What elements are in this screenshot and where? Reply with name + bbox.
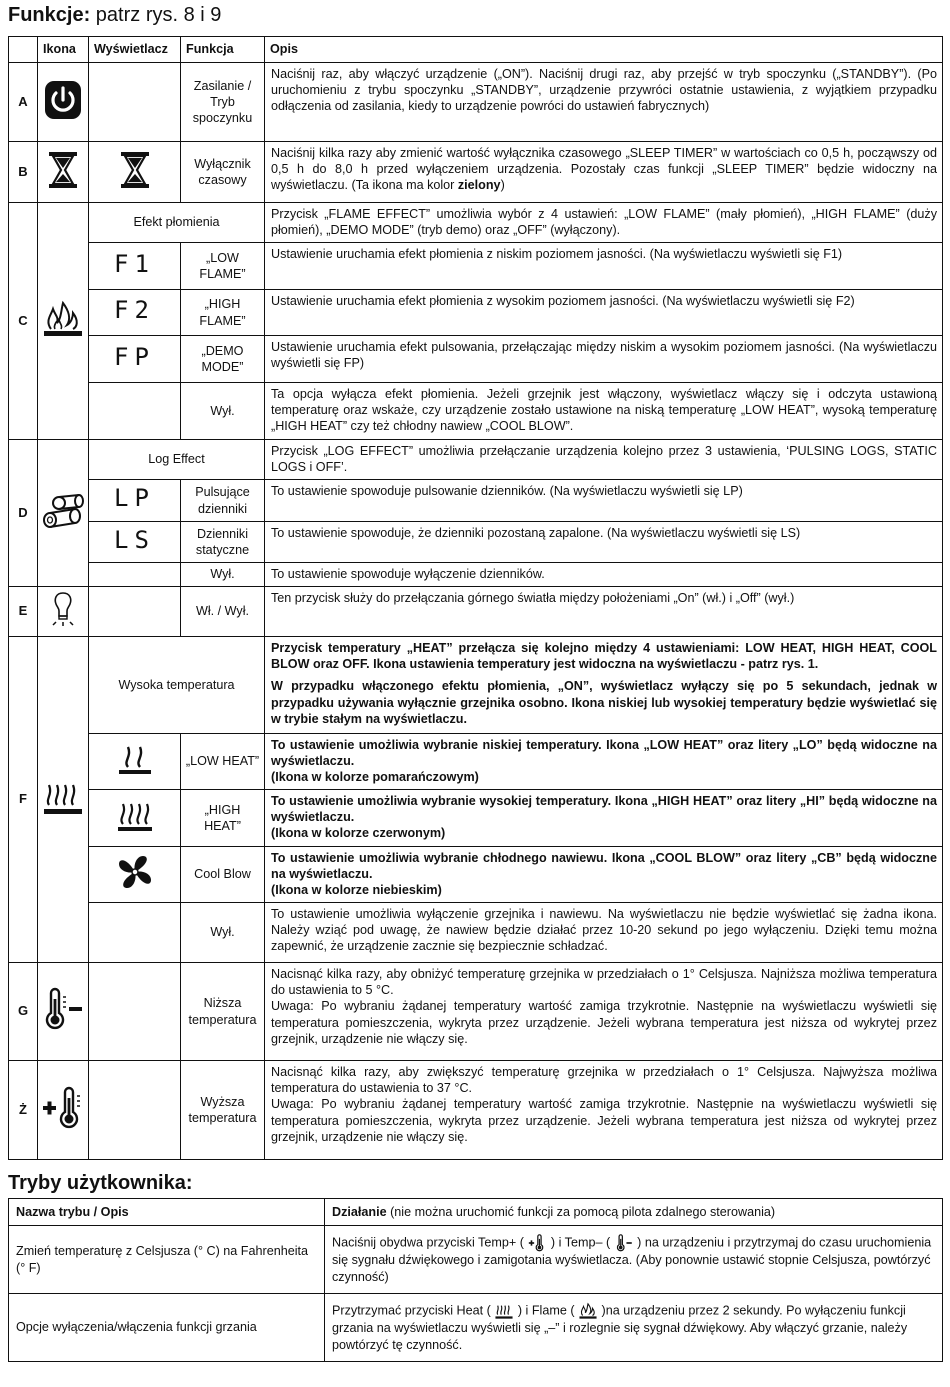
mode-name: Zmień temperaturę z Celsjusza (° C) na Fahrenheita (° F) bbox=[9, 1226, 325, 1294]
description: Przycisk temperatury „HEAT” przełącza się kolejno między 4 ustawieniami: LOW HEAT, HIGH HEAT, COOL BLOW oraz OFF. Ikona ustawienia temperatury jest widoczna na wyświetlaczu - patrz rys. 1. W przypadku włączonego efektu płomienia, „ON”, wyświetlacz wyłączy się po 5 sekundach, jednak w przypadku używania wyłącznie grzejnika osobno. Ikona niskiej lub wysokiej temperatury będzie wyświetlać się w trybie stałym na wyświetlaczu. bbox=[265, 637, 943, 734]
description: Nacisnąć kilka razy, aby zwiększyć temperaturę grzejnika w przedziałach o 1° Celsjusza. Najwyższa możliwa temperatura do ustawienia to 37 °C. Uwaga: Po wybraniu żądanej temperatury wartość zamiga trzykrotnie. Następnie na wyświetlaczu wyświetli się temperatura pomieszczenia, wykryta przez urządzenie. Jeżeli wybrana temperatura jest niższa od wykrytej przez grzejnik, urządzenie nie włączy się. bbox=[265, 1061, 943, 1160]
power-icon bbox=[38, 63, 89, 142]
description: Ta opcja wyłącza efekt płomienia. Jeżeli grzejnik jest włączony, wyświetlacz włączy się i odczyta ustawioną temperaturę oraz wskaże, czy urządzenie zostało ustawione na niską temperaturę „LOW HEAT”, wysoką temperaturę „HIGH HEAT” czy też chłodny nawiew „COOL BLOW”. bbox=[265, 383, 943, 440]
display-value: FP bbox=[89, 336, 181, 383]
function-label: Zasilanie / Tryb spoczynku bbox=[181, 63, 265, 142]
heater-icon bbox=[38, 637, 89, 963]
table-row bbox=[9, 383, 943, 440]
thermometer-plus-icon bbox=[527, 1234, 547, 1252]
function-label: Wł. / Wył. bbox=[181, 587, 265, 637]
description: Ustawienie uruchamia efekt pulsowania, przełączając między niskim a wysokim poziomem jasności. (Na wyświetlaczu wyświetli się FP) bbox=[265, 336, 943, 383]
display-value bbox=[89, 563, 181, 587]
function-label: „HIGH FLAME” bbox=[181, 290, 265, 336]
function-label: Wysoka temperatura bbox=[89, 637, 265, 734]
function-label: Wyższa temperatura bbox=[181, 1061, 265, 1160]
row-letter: G bbox=[9, 963, 38, 1061]
mode-action: Przytrzymać przyciski Heat ( ) i Flame ( )na urządzeniu przez 2 sekundy. Po wyłączeniu funkcji grzania na wyświetlaczu wyświetli się „–” i rozlegnie się sygnał dźwiękowy. Aby włączyć grzanie, należy powtórzyć tę czynność. bbox=[325, 1294, 943, 1362]
display-empty bbox=[89, 963, 181, 1061]
flame-icon bbox=[38, 203, 89, 440]
table-row bbox=[9, 142, 943, 203]
description: Nacisnąć kilka razy, aby obniżyć temperaturę grzejnika w przedziałach o 1° Celsjusza. Najniższa możliwa temperatura do ustawienia to 5 °C. Uwaga: Po wybraniu żądanej temperatury wartość zamiga trzykrotnie. Następnie na wyświetlaczu wyświetli się temperatura pomieszczenia, wykryta przez urządzenie. Jeżeli wybrana temperatura jest niższa od wykrytej przez grzejnik, urządzenie nie włączy się. bbox=[265, 963, 943, 1061]
description: To ustawienie spowoduje, że dzienniki pozostaną zapalone. (Na wyświetlaczu wyświetli się LS) bbox=[265, 522, 943, 563]
row-letter: C bbox=[9, 203, 38, 440]
table-header-row bbox=[9, 1199, 943, 1226]
function-label: „DEMO MODE” bbox=[181, 336, 265, 383]
table-row bbox=[9, 1226, 943, 1294]
display-value: LS bbox=[89, 522, 181, 563]
display-value bbox=[89, 383, 181, 440]
table-header-row bbox=[9, 37, 943, 63]
modes-title: Tryby użytkownika: bbox=[8, 1172, 193, 1194]
table-row bbox=[9, 1294, 943, 1362]
table-row bbox=[9, 637, 943, 734]
function-label: Wył. bbox=[181, 383, 265, 440]
table-row bbox=[9, 1061, 943, 1160]
light-bulb-icon bbox=[38, 587, 89, 637]
col-description: Opis bbox=[265, 37, 943, 63]
thermometer-minus-icon bbox=[614, 1234, 634, 1252]
functions-table bbox=[8, 36, 943, 1160]
function-label: Wyłącznik czasowy bbox=[181, 142, 265, 203]
table-row bbox=[9, 963, 943, 1061]
function-label: Efekt płomienia bbox=[89, 203, 265, 243]
display-empty bbox=[89, 63, 181, 142]
display-value: F2 bbox=[89, 290, 181, 336]
col-function: Funkcja bbox=[181, 37, 265, 63]
col-action: Działanie (nie można uruchomić funkcji za pomocą pilota zdalnego sterowania) bbox=[325, 1199, 943, 1226]
thermometer-plus-icon bbox=[38, 1061, 89, 1160]
function-label: Dzienniki statyczne bbox=[181, 522, 265, 563]
description: Przycisk „LOG EFFECT” umożliwia przełączanie urządzenia kolejno przez 3 ustawienia, ‘PULSING LOGS, STATIC LOGS i OFF’. bbox=[265, 440, 943, 480]
description: Naciśnij raz, aby włączyć urządzenie („ON”). Naciśnij drugi raz, aby przejść w tryb spoczynku („STANDBY”). (Po uruchomieniu z trybu spoczynku „STANDBY”, urządzenie przywróci ostatnie ustawienia, z wyjątkiem przypadku odłączenia od zasilania, kiedy to urządzenie powróci do ustawień fabrycznych) bbox=[265, 63, 943, 142]
mode-name: Opcje wyłączenia/włączenia funkcji grzania bbox=[9, 1294, 325, 1362]
row-letter: A bbox=[9, 63, 38, 142]
table-row bbox=[9, 440, 943, 480]
description: Ustawienie uruchamia efekt płomienia z wysokim poziomem jasności. (Na wyświetlaczu wyświetli się F2) bbox=[265, 290, 943, 336]
function-label: „LOW HEAT” bbox=[181, 734, 265, 790]
description: Ten przycisk służy do przełączania górnego światła między położeniami „On” (wł.) i „Off” (wył.) bbox=[265, 587, 943, 637]
col-letter bbox=[9, 37, 38, 63]
display-empty bbox=[89, 587, 181, 637]
low-heat-icon bbox=[89, 734, 181, 790]
function-label: Log Effect bbox=[89, 440, 265, 480]
description: Ustawienie uruchamia efekt płomienia z niskim poziomem jasności. (Na wyświetlaczu wyświetli się F1) bbox=[265, 243, 943, 290]
table-row bbox=[9, 587, 943, 637]
col-icon: Ikona bbox=[38, 37, 89, 63]
hourglass-icon bbox=[38, 142, 89, 203]
table-row bbox=[9, 734, 943, 790]
table-row bbox=[9, 522, 943, 563]
hourglass-display-icon bbox=[89, 142, 181, 203]
description: To ustawienie spowoduje wyłączenie dzienników. bbox=[265, 563, 943, 587]
function-label: „LOW FLAME” bbox=[181, 243, 265, 290]
row-letter: Ż bbox=[9, 1061, 38, 1160]
display-value: LP bbox=[89, 480, 181, 522]
display-empty bbox=[89, 903, 181, 963]
row-letter: B bbox=[9, 142, 38, 203]
description: To ustawienie umożliwia wybranie wysokiej temperatury. Ikona „HIGH HEAT” oraz litery „HI” będą widoczne na wyświetlaczu. (Ikona w kolorze czerwonym) bbox=[265, 790, 943, 847]
function-label: Pulsujące dzienniki bbox=[181, 480, 265, 522]
function-label: Wył. bbox=[181, 903, 265, 963]
display-value: F1 bbox=[89, 243, 181, 290]
description: To ustawienie spowoduje pulsowanie dzienników. (Na wyświetlaczu wyświetli się LP) bbox=[265, 480, 943, 522]
description: Naciśnij kilka razy aby zmienić wartość wyłącznika czasowego „SLEEP TIMER” w wartościach co 0,5 h, począwszy od 0,5 h do 8,0 h przed wyłączeniem urządzenia. Pozostały czas funkcji „SLEEP TIMER” będzie widoczny na wyświetlaczu. (Ta ikona ma kolor zielony) bbox=[265, 142, 943, 203]
function-label: Wył. bbox=[181, 563, 265, 587]
description: To ustawienie umożliwia wybranie niskiej temperatury. Ikona „LOW HEAT” oraz litery „LO” będą widoczne na wyświetlaczu. (Ikona w kolorze pomarańczowym) bbox=[265, 734, 943, 790]
col-mode-name: Nazwa trybu / Opis bbox=[9, 1199, 325, 1226]
function-label: Niższa temperatura bbox=[181, 963, 265, 1061]
row-letter: D bbox=[9, 440, 38, 587]
mode-action: Naciśnij obydwa przyciski Temp+ ( ) i Temp– ( ) na urządzeniu i przytrzymaj do czasu uruchomienia się sygnału dźwiękowego i zamigotania wyświetlacza. (Aby ponownie ustawić stopnie Celsjusza, powtórzyć czynność) bbox=[325, 1226, 943, 1294]
table-row bbox=[9, 243, 943, 290]
row-letter: E bbox=[9, 587, 38, 637]
function-label: Cool Blow bbox=[181, 847, 265, 903]
table-row bbox=[9, 847, 943, 903]
table-row bbox=[9, 336, 943, 383]
fan-icon bbox=[89, 847, 181, 903]
table-row bbox=[9, 563, 943, 587]
table-row bbox=[9, 63, 943, 142]
page-title: Funkcje: patrz rys. 8 i 9 bbox=[8, 4, 222, 26]
table-row bbox=[9, 203, 943, 243]
table-row bbox=[9, 290, 943, 336]
function-label: „HIGH HEAT” bbox=[181, 790, 265, 847]
flame-icon bbox=[578, 1302, 598, 1320]
user-modes-table bbox=[8, 1198, 943, 1362]
description: To ustawienie umożliwia wybranie chłodnego nawiewu. Ikona „COOL BLOW” oraz litery „CB” będą widoczne na wyświetlaczu. (Ikona w kolorze niebieskim) bbox=[265, 847, 943, 903]
row-letter: F bbox=[9, 637, 38, 963]
table-row bbox=[9, 903, 943, 963]
high-heat-icon bbox=[89, 790, 181, 847]
col-display: Wyświetlacz bbox=[89, 37, 181, 63]
description: Przycisk „FLAME EFFECT” umożliwia wybór z 4 ustawień: „LOW FLAME” (mały płomień), „HIGH FLAME” (duży płomień), „DEMO MODE” (tryb demo) oraz „OFF” (wyłączony). bbox=[265, 203, 943, 243]
table-row bbox=[9, 480, 943, 522]
description: To ustawienie umożliwia wyłączenie grzejnika i nawiewu. Na wyświetlaczu nie będzie wyświetlać się żadna ikona. Należy wziąć pod uwagę, że nawiew będzie działać przez 10-20 sekund po jego wyłączeniu. Dzięki temu można zapewnić, że urządzenie zacznie się bezpiecznie schładzać. bbox=[265, 903, 943, 963]
heater-icon bbox=[494, 1302, 514, 1320]
logs-icon bbox=[38, 440, 89, 587]
display-empty bbox=[89, 1061, 181, 1160]
thermometer-minus-icon bbox=[38, 963, 89, 1061]
table-row bbox=[9, 790, 943, 847]
